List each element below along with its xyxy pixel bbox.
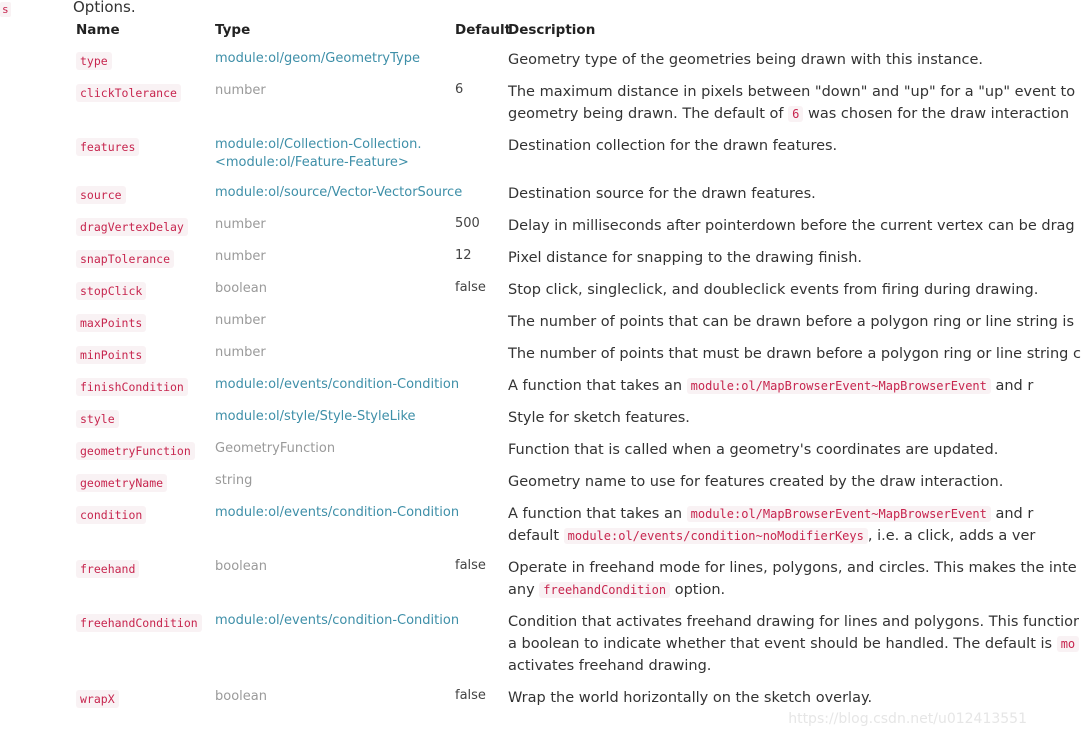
option-description: A function that takes an module:ol/MapBrowserEvent~MapBrowserEvent and r	[508, 378, 1034, 394]
option-description: Stop click, singleclick, and doubleclick events from firing during drawing.	[508, 282, 1039, 298]
option-type-link[interactable]: module:ol/events/condition-Condition	[215, 505, 460, 520]
option-type: number	[215, 83, 266, 98]
previous-code-fragment: s	[2, 3, 9, 16]
option-name: wrapX	[76, 690, 119, 708]
option-type-link[interactable]: module:ol/events/condition-Condition	[215, 613, 460, 628]
column-header-name: Name	[76, 22, 120, 38]
option-name: source	[76, 186, 126, 204]
option-description: The number of points that can be drawn before a polygon ring or line string is	[508, 314, 1075, 330]
option-default: false	[455, 688, 486, 703]
option-description: Function that is called when a geometry's coordinates are updated.	[508, 442, 999, 458]
option-name: snapTolerance	[76, 250, 174, 268]
option-description: Geometry type of the geometries being drawn with this instance.	[508, 52, 984, 68]
option-name: freehandCondition	[76, 614, 202, 632]
inline-code: mo	[1057, 636, 1079, 652]
option-default: false	[455, 558, 486, 573]
option-default: false	[455, 280, 486, 295]
option-description: A function that takes an module:ol/MapBrowserEvent~MapBrowserEvent and r default module:ol/events/condition~noModifierKeys , i.e. a click, adds a ver	[508, 506, 1036, 544]
option-name: maxPoints	[76, 314, 146, 332]
option-type-link[interactable]: module:ol/source/Vector-VectorSource	[215, 185, 463, 200]
option-name: dragVertexDelay	[76, 218, 188, 236]
option-description: Operate in freehand mode for lines, polygons, and circles. This makes the inte any freehandCondition option.	[508, 560, 1077, 598]
option-description: Destination source for the drawn features.	[508, 186, 816, 202]
option-name: type	[76, 52, 112, 70]
inline-code: module:ol/events/condition~noModifierKeys	[564, 528, 868, 544]
column-header-description: Description	[508, 22, 596, 38]
option-name: style	[76, 410, 119, 428]
option-type: number	[215, 313, 266, 328]
option-description: Delay in milliseconds after pointerdown before the current vertex can be drag	[508, 218, 1075, 234]
option-name: geometryName	[76, 474, 167, 492]
option-description: The maximum distance in pixels between "down" and "up" for a "up" event to geometry being drawn. The default of 6 was chosen for the draw interaction	[508, 84, 1076, 122]
option-name: geometryFunction	[76, 442, 195, 460]
inline-code: freehandCondition	[539, 582, 670, 598]
option-name: condition	[76, 506, 146, 524]
option-description: The number of points that must be drawn before a polygon ring or line string c	[508, 346, 1081, 362]
option-description: Style for sketch features.	[508, 410, 690, 426]
column-header-type: Type	[215, 22, 251, 38]
option-type: number	[215, 217, 266, 232]
option-name: minPoints	[76, 346, 146, 364]
option-name: features	[76, 138, 139, 156]
inline-code: module:ol/MapBrowserEvent~MapBrowserEvent	[687, 378, 991, 394]
section-heading: Options.	[73, 0, 136, 16]
column-header-default: Default	[455, 22, 512, 38]
option-type: boolean	[215, 559, 267, 574]
option-description: Condition that activates freehand drawing for lines and polygons. This functior a boolean to indicate whether that event should be handled. The default is mo activates freehand drawing.	[508, 614, 1080, 674]
option-default: 6	[455, 82, 464, 97]
option-name: stopClick	[76, 282, 146, 300]
option-type-link[interactable]: module:ol/events/condition-Condition	[215, 377, 460, 392]
option-default: 500	[455, 216, 480, 231]
watermark: https://blog.csdn.net/u012413551	[788, 711, 1027, 727]
option-type-link[interactable]: module:ol/style/Style-StyleLike	[215, 409, 416, 424]
option-type: boolean	[215, 689, 267, 704]
option-type: number	[215, 249, 266, 264]
option-description: Pixel distance for snapping to the drawing finish.	[508, 250, 863, 266]
option-name: clickTolerance	[76, 84, 181, 102]
option-name: freehand	[76, 560, 139, 578]
inline-code: module:ol/MapBrowserEvent~MapBrowserEvent	[687, 506, 991, 522]
option-type: boolean	[215, 281, 267, 296]
option-type-link[interactable]: module:ol/geom/GeometryType	[215, 51, 420, 66]
option-default: 12	[455, 248, 472, 263]
option-description: Geometry name to use for features created by the draw interaction.	[508, 474, 1004, 490]
inline-code: 6	[788, 106, 803, 122]
option-type: string	[215, 473, 253, 488]
option-description: Destination collection for the drawn features.	[508, 138, 838, 154]
option-name: finishCondition	[76, 378, 188, 396]
option-type: GeometryFunction	[215, 441, 336, 456]
option-type: number	[215, 345, 266, 360]
option-type-link[interactable]: module:ol/Collection-Collection. <module:ol/Feature-Feature>	[215, 137, 422, 170]
option-description: Wrap the world horizontally on the sketch overlay.	[508, 690, 873, 706]
